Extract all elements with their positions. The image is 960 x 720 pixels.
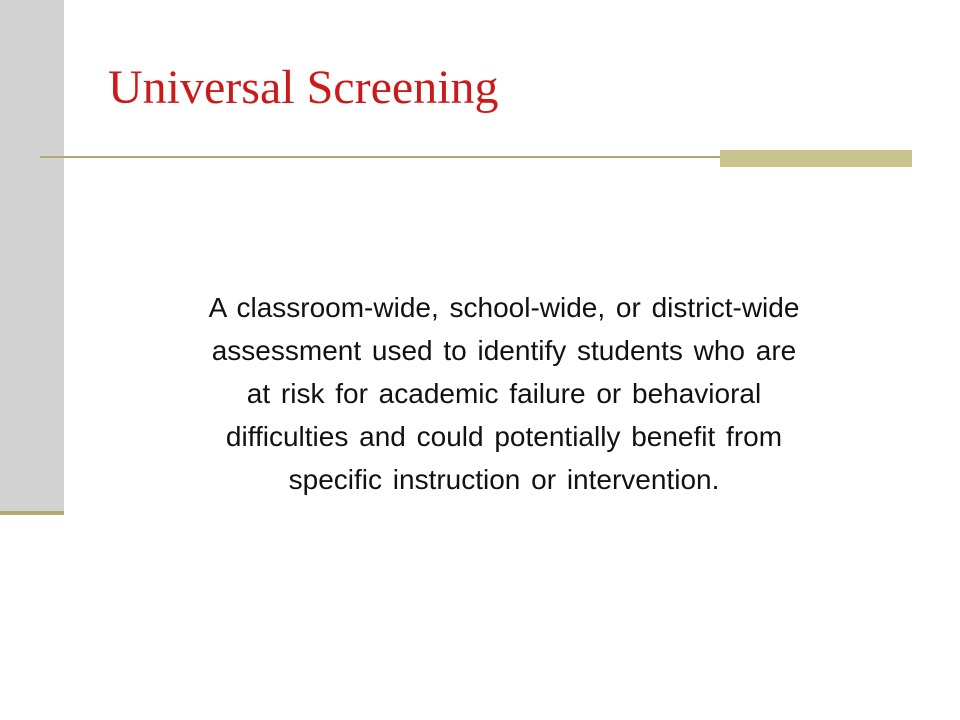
body-line: at risk for academic failure or behavioral xyxy=(246,378,762,409)
body-line: assessment used to identify students who are xyxy=(211,335,797,366)
body-line: A classroom-wide, school-wide, or district-wide xyxy=(208,292,800,323)
side-bar xyxy=(0,0,64,512)
side-bar-underline xyxy=(0,511,64,515)
slide-title: Universal Screening xyxy=(108,61,499,114)
title-rule-accent xyxy=(720,150,912,167)
slide-body xyxy=(112,286,896,501)
body-line: difficulties and could potentially benefit from xyxy=(225,421,783,452)
body-line: specific instruction or intervention. xyxy=(288,464,720,495)
